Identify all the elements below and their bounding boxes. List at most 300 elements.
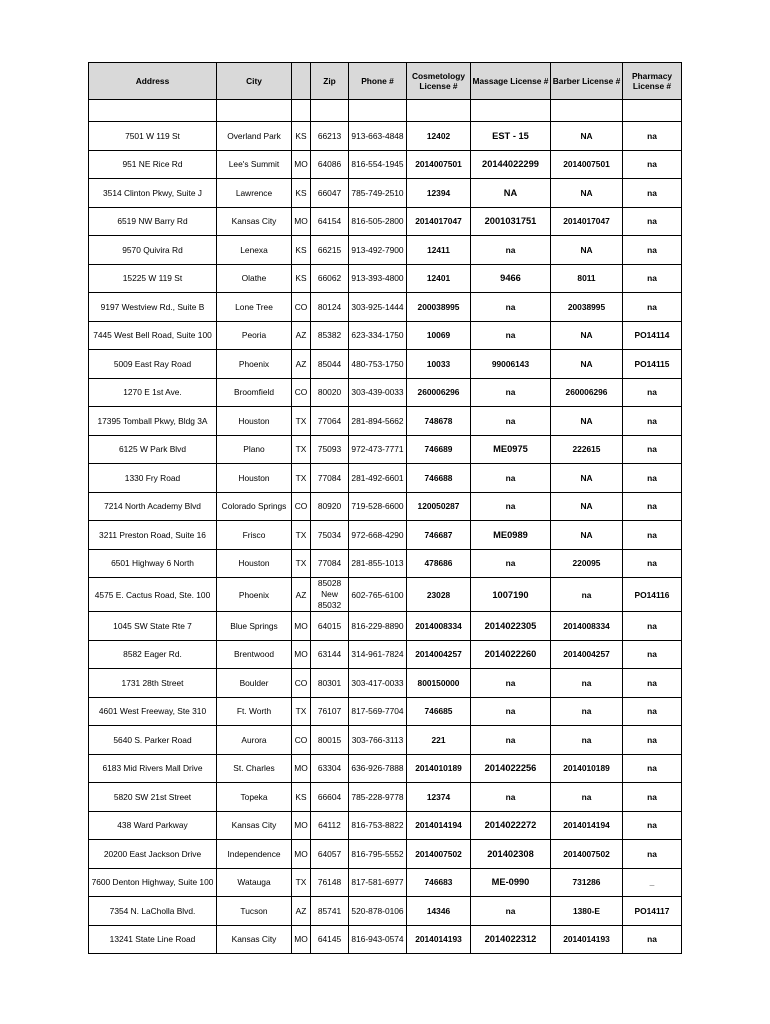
cell-barber: 2014007501 [551,150,623,179]
cell-address: 1330 Fry Road [89,464,217,493]
cell-pharmacy: _ [623,868,682,897]
cell-cosmetology: 221 [407,726,471,755]
header-address: Address [89,63,217,100]
cell-zip: 66604 [311,783,349,812]
cell-barber: NA [551,321,623,350]
cell-address: 6183 Mid Rivers Mall Drive [89,754,217,783]
cell-zip: 77084 [311,549,349,578]
cell-state: KS [292,783,311,812]
cell-massage: na [471,378,551,407]
cell-pharmacy: na [623,840,682,869]
cell-state: TX [292,697,311,726]
cell-zip: 80124 [311,293,349,322]
cell-zip: 63144 [311,640,349,669]
cell-state: CO [292,378,311,407]
cell-state: TX [292,464,311,493]
cell-city: Brentwood [217,640,292,669]
cell-zip: 76148 [311,868,349,897]
cell-massage: EST - 15 [471,122,551,151]
cell-zip: 66062 [311,264,349,293]
cell-address: 8582 Eager Rd. [89,640,217,669]
cell-pharmacy: na [623,236,682,265]
cell-phone: 972-668-4290 [349,521,407,550]
cell-massage: na [471,236,551,265]
cell-address: 15225 W 119 St [89,264,217,293]
cell-city: Blue Springs [217,612,292,641]
cell-city: Aurora [217,726,292,755]
cell-barber: NA [551,122,623,151]
cell-city: Olathe [217,264,292,293]
cell-massage: na [471,697,551,726]
cell-zip: 64015 [311,612,349,641]
cell-state: AZ [292,350,311,379]
cell-phone: 816-554-1945 [349,150,407,179]
cell-city: Kansas City [217,207,292,236]
cell-cosmetology: 2014017047 [407,207,471,236]
cell-massage: na [471,492,551,521]
cell-cosmetology: 2014007501 [407,150,471,179]
cell-cosmetology: 478686 [407,549,471,578]
cell-cosmetology: 23028 [407,578,471,612]
cell-barber: 2014004257 [551,640,623,669]
cell-city: Kansas City [217,925,292,954]
cell-pharmacy: na [623,122,682,151]
cell-barber: 220095 [551,549,623,578]
cell-phone: 913-393-4800 [349,264,407,293]
cell-phone: 816-229-8890 [349,612,407,641]
cell-state: KS [292,179,311,208]
cell-massage: 20144022299 [471,150,551,179]
cell-massage: 99006143 [471,350,551,379]
cell-city: Lenexa [217,236,292,265]
cell-barber: na [551,578,623,612]
cell-zip: 64112 [311,811,349,840]
table-row [89,897,682,926]
cell-address: 7354 N. LaCholla Blvd. [89,897,217,926]
cell-barber: 1380-E [551,897,623,926]
cell-phone: 817-581-6977 [349,868,407,897]
table-row [89,293,682,322]
table-row [89,612,682,641]
cell-address: 9197 Westview Rd., Suite B [89,293,217,322]
cell-address: 4575 E. Cactus Road, Ste. 100 [89,578,217,612]
cell-state: AZ [292,321,311,350]
cell-pharmacy: PO14117 [623,897,682,926]
cell-pharmacy: na [623,378,682,407]
cell-city: Phoenix [217,350,292,379]
cell-state: MO [292,754,311,783]
cell-state: MO [292,640,311,669]
table-row [89,549,682,578]
cell-cosmetology: 746687 [407,521,471,550]
cell-pharmacy: na [623,521,682,550]
table-row [89,492,682,521]
cell-barber: 731286 [551,868,623,897]
table-row [89,464,682,493]
cell-zip: 66047 [311,179,349,208]
spacer-row [89,100,682,122]
header-city: City [217,63,292,100]
cell-massage: 9466 [471,264,551,293]
cell-barber: NA [551,350,623,379]
table-row [89,640,682,669]
cell-address: 951 NE Rice Rd [89,150,217,179]
cell-barber: NA [551,236,623,265]
cell-city: Boulder [217,669,292,698]
table-row [89,840,682,869]
cell-phone: 816-943-0574 [349,925,407,954]
cell-massage: na [471,407,551,436]
cell-cosmetology: 748678 [407,407,471,436]
header-barber: Barber License # [551,63,623,100]
table-row [89,754,682,783]
cell-cosmetology: 2014004257 [407,640,471,669]
cell-address: 1731 28th Street [89,669,217,698]
cell-massage: NA [471,179,551,208]
table-row [89,435,682,464]
cell-cosmetology: 12402 [407,122,471,151]
cell-cosmetology: 10069 [407,321,471,350]
cell-pharmacy: na [623,783,682,812]
cell-zip: 80020 [311,378,349,407]
cell-state: KS [292,264,311,293]
cell-zip: 64154 [311,207,349,236]
cell-cosmetology: 12394 [407,179,471,208]
cell-state: KS [292,236,311,265]
cell-barber: NA [551,521,623,550]
cell-pharmacy: na [623,640,682,669]
cell-address: 6125 W Park Blvd [89,435,217,464]
cell-barber: na [551,669,623,698]
cell-cosmetology: 746688 [407,464,471,493]
cell-massage: ME0989 [471,521,551,550]
cell-cosmetology: 260006296 [407,378,471,407]
cell-cosmetology: 12401 [407,264,471,293]
cell-city: Houston [217,464,292,493]
cell-city: Topeka [217,783,292,812]
cell-address: 1045 SW State Rte 7 [89,612,217,641]
cell-cosmetology: 10033 [407,350,471,379]
table-row [89,122,682,151]
cell-massage: na [471,549,551,578]
cell-city: St. Charles [217,754,292,783]
cell-phone: 785-749-2510 [349,179,407,208]
table-row [89,179,682,208]
cell-phone: 602-765-6100 [349,578,407,612]
cell-cosmetology: 2014014193 [407,925,471,954]
cell-pharmacy: na [623,549,682,578]
cell-zip: 80015 [311,726,349,755]
cell-massage: na [471,726,551,755]
cell-barber: na [551,783,623,812]
cell-phone: 972-473-7771 [349,435,407,464]
cell-barber: 20038995 [551,293,623,322]
cell-barber: na [551,697,623,726]
cell-pharmacy: na [623,612,682,641]
cell-city: Broomfield [217,378,292,407]
cell-barber: 222615 [551,435,623,464]
table-row [89,578,682,612]
cell-pharmacy: PO14116 [623,578,682,612]
cell-zip: 80920 [311,492,349,521]
cell-state: CO [292,726,311,755]
cell-address: 5640 S. Parker Road [89,726,217,755]
cell-cosmetology: 12411 [407,236,471,265]
cell-pharmacy: na [623,264,682,293]
cell-cosmetology: 746683 [407,868,471,897]
table-row [89,669,682,698]
cell-state: CO [292,669,311,698]
cell-phone: 816-505-2800 [349,207,407,236]
cell-state: MO [292,925,311,954]
table-row [89,150,682,179]
cell-state: TX [292,549,311,578]
cell-phone: 719-528-6600 [349,492,407,521]
cell-city: Ft. Worth [217,697,292,726]
cell-city: Overland Park [217,122,292,151]
table-row [89,350,682,379]
cell-zip: 85028 New 85032 [311,578,349,612]
cell-city: Lawrence [217,179,292,208]
cell-cosmetology: 746685 [407,697,471,726]
cell-massage: na [471,669,551,698]
cell-pharmacy: na [623,293,682,322]
cell-massage: 2014022312 [471,925,551,954]
cell-massage: na [471,293,551,322]
table-row [89,521,682,550]
cell-pharmacy: na [623,925,682,954]
table-row [89,868,682,897]
cell-massage: na [471,464,551,493]
cell-phone: 281-492-6601 [349,464,407,493]
cell-address: 20200 East Jackson Drive [89,840,217,869]
table-row [89,407,682,436]
cell-barber: 2014014194 [551,811,623,840]
cell-barber: na [551,726,623,755]
cell-cosmetology: 2014007502 [407,840,471,869]
cell-city: Lee's Summit [217,150,292,179]
cell-state: MO [292,612,311,641]
cell-phone: 636-926-7888 [349,754,407,783]
cell-city: Phoenix [217,578,292,612]
cell-address: 6519 NW Barry Rd [89,207,217,236]
table-row [89,264,682,293]
cell-city: Lone Tree [217,293,292,322]
cell-phone: 913-492-7900 [349,236,407,265]
cell-address: 17395 Tomball Pkwy, Bldg 3A [89,407,217,436]
cell-massage: na [471,897,551,926]
cell-pharmacy: na [623,754,682,783]
cell-barber: 2014007502 [551,840,623,869]
cell-pharmacy: PO14114 [623,321,682,350]
cell-pharmacy: na [623,697,682,726]
cell-zip: 66213 [311,122,349,151]
cell-state: TX [292,407,311,436]
cell-pharmacy: PO14115 [623,350,682,379]
cell-state: CO [292,293,311,322]
cell-massage: na [471,321,551,350]
cell-address: 5820 SW 21st Street [89,783,217,812]
cell-city: Plano [217,435,292,464]
cell-address: 7501 W 119 St [89,122,217,151]
table-row [89,378,682,407]
cell-cosmetology: 746689 [407,435,471,464]
cell-barber: 2014017047 [551,207,623,236]
cell-state: CO [292,492,311,521]
cell-pharmacy: na [623,726,682,755]
header-state [292,63,311,100]
cell-phone: 816-795-5552 [349,840,407,869]
header-cosmetology: Cosmetology License # [407,63,471,100]
cell-phone: 816-753-8822 [349,811,407,840]
header-row [89,63,682,100]
cell-address: 3514 Clinton Pkwy, Suite J [89,179,217,208]
cell-zip: 85382 [311,321,349,350]
table-row [89,236,682,265]
cell-address: 3211 Preston Road, Suite 16 [89,521,217,550]
cell-cosmetology: 2014008334 [407,612,471,641]
cell-phone: 520-878-0106 [349,897,407,926]
cell-pharmacy: na [623,669,682,698]
cell-zip: 63304 [311,754,349,783]
cell-massage: 201402308 [471,840,551,869]
cell-zip: 80301 [311,669,349,698]
cell-zip: 64086 [311,150,349,179]
cell-address: 7445 West Bell Road, Suite 100 [89,321,217,350]
cell-state: TX [292,521,311,550]
cell-pharmacy: na [623,179,682,208]
cell-phone: 281-894-5662 [349,407,407,436]
cell-state: AZ [292,897,311,926]
table-row [89,697,682,726]
cell-massage: 2014022305 [471,612,551,641]
cell-state: MO [292,150,311,179]
cell-address: 6501 Highway 6 North [89,549,217,578]
cell-zip: 85741 [311,897,349,926]
header-phone: Phone # [349,63,407,100]
table-row [89,783,682,812]
cell-city: Houston [217,549,292,578]
cell-city: Independence [217,840,292,869]
cell-cosmetology: 2014014194 [407,811,471,840]
header-zip: Zip [311,63,349,100]
cell-massage: 1007190 [471,578,551,612]
cell-phone: 314-961-7824 [349,640,407,669]
cell-state: KS [292,122,311,151]
cell-barber: NA [551,492,623,521]
table-body [89,100,682,954]
cell-phone: 303-417-0033 [349,669,407,698]
cell-phone: 817-569-7704 [349,697,407,726]
cell-massage: 2014022256 [471,754,551,783]
cell-barber: 2014008334 [551,612,623,641]
cell-massage: 2001031751 [471,207,551,236]
cell-phone: 480-753-1750 [349,350,407,379]
cell-phone: 913-663-4848 [349,122,407,151]
cell-zip: 64057 [311,840,349,869]
cell-city: Peoria [217,321,292,350]
cell-zip: 64145 [311,925,349,954]
cell-city: Tucson [217,897,292,926]
cell-city: Colorado Springs [217,492,292,521]
cell-state: MO [292,811,311,840]
cell-state: AZ [292,578,311,612]
cell-zip: 77084 [311,464,349,493]
cell-address: 5009 East Ray Road [89,350,217,379]
cell-massage: ME0975 [471,435,551,464]
cell-pharmacy: na [623,207,682,236]
cell-address: 9570 Quivira Rd [89,236,217,265]
cell-address: 4601 West Freeway, Ste 310 [89,697,217,726]
cell-pharmacy: na [623,407,682,436]
cell-pharmacy: na [623,150,682,179]
cell-phone: 303-925-1444 [349,293,407,322]
header-pharmacy: Pharmacy License # [623,63,682,100]
header-massage: Massage License # [471,63,551,100]
cell-phone: 303-766-3113 [349,726,407,755]
cell-zip: 77064 [311,407,349,436]
cell-cosmetology: 2014010189 [407,754,471,783]
cell-barber: 260006296 [551,378,623,407]
cell-cosmetology: 800150000 [407,669,471,698]
cell-pharmacy: na [623,811,682,840]
cell-phone: 623-334-1750 [349,321,407,350]
cell-phone: 303-439-0033 [349,378,407,407]
cell-barber: NA [551,179,623,208]
cell-barber: NA [551,407,623,436]
cell-phone: 281-855-1013 [349,549,407,578]
cell-address: 13241 State Line Road [89,925,217,954]
cell-state: MO [292,207,311,236]
cell-city: Kansas City [217,811,292,840]
cell-state: MO [292,840,311,869]
cell-pharmacy: na [623,435,682,464]
cell-zip: 75093 [311,435,349,464]
cell-zip: 75034 [311,521,349,550]
cell-city: Watauga [217,868,292,897]
cell-massage: na [471,783,551,812]
cell-cosmetology: 200038995 [407,293,471,322]
cell-address: 7214 North Academy Blvd [89,492,217,521]
cell-pharmacy: na [623,492,682,521]
cell-address: 438 Ward Parkway [89,811,217,840]
license-table [88,62,682,954]
cell-barber: 2014010189 [551,754,623,783]
cell-cosmetology: 12374 [407,783,471,812]
table-row [89,925,682,954]
cell-massage: ME-0990 [471,868,551,897]
cell-state: TX [292,868,311,897]
table-row [89,811,682,840]
cell-zip: 66215 [311,236,349,265]
table-row [89,207,682,236]
cell-cosmetology: 120050287 [407,492,471,521]
cell-address: 7600 Denton Highway, Suite 100 [89,868,217,897]
table-row [89,321,682,350]
cell-barber: 2014014193 [551,925,623,954]
table-row [89,726,682,755]
cell-massage: 2014022272 [471,811,551,840]
cell-city: Frisco [217,521,292,550]
cell-state: TX [292,435,311,464]
cell-city: Houston [217,407,292,436]
cell-massage: 2014022260 [471,640,551,669]
cell-cosmetology: 14346 [407,897,471,926]
cell-pharmacy: na [623,464,682,493]
cell-phone: 785-228-9778 [349,783,407,812]
cell-zip: 76107 [311,697,349,726]
cell-address: 1270 E 1st Ave. [89,378,217,407]
